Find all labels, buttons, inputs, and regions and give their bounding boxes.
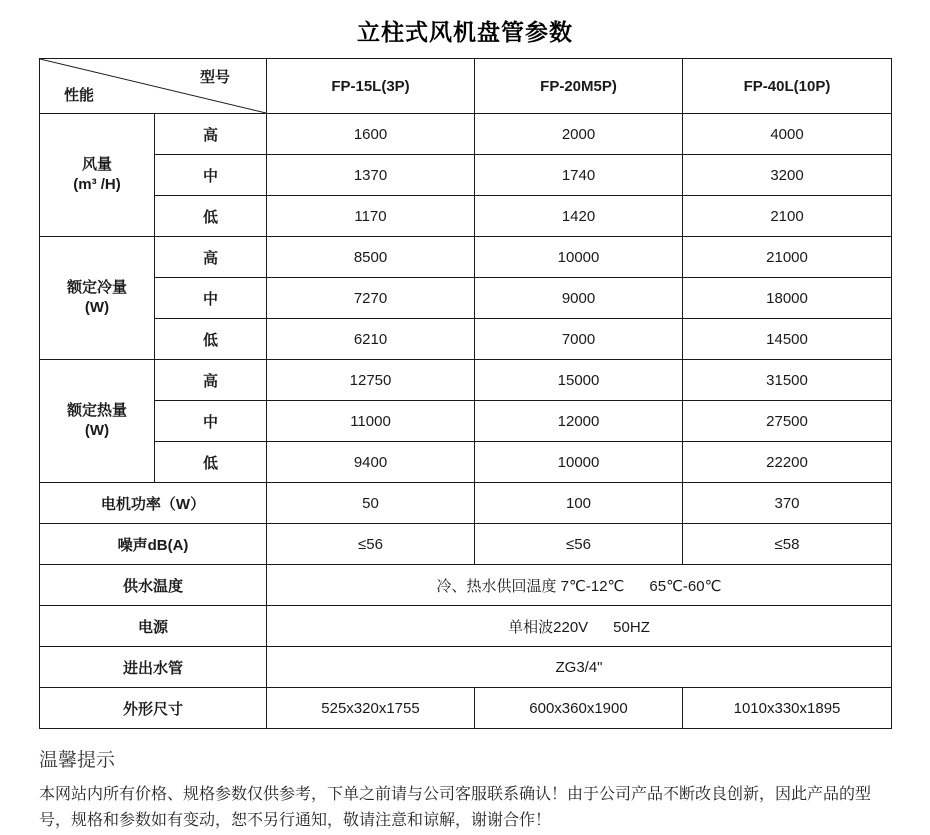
section-label-heating [40,360,155,483]
cell-value: 2000 [475,114,683,155]
section-name: 额定热量 [66,401,127,419]
table-row [40,524,892,565]
footer-heading: 温馨提示 [39,750,116,771]
section-name: 风量 [81,155,112,173]
cell-value: 15000 [475,360,683,401]
cell-value: 12000 [475,401,683,442]
cell-value: 50 [267,483,475,524]
cell-value: 3200 [683,155,892,196]
cell-value: 10000 [475,442,683,483]
section-name: 额定冷量 [66,278,127,296]
model-header-fp20m: FP-20M5P) [475,59,683,114]
cell-value: 9000 [475,278,683,319]
header-row [40,59,892,114]
level-label: 低 [155,319,267,360]
row-label-water-temp: 供水温度 [40,565,267,606]
cell-value: 1600 [267,114,475,155]
cell-value: 1170 [267,196,475,237]
footer-note [39,745,895,835]
table-row [40,401,892,442]
table-row [40,278,892,319]
cell-value: 1370 [267,155,475,196]
table-row [40,114,892,155]
section-unit: (W) [84,422,110,439]
section-label-cooling [40,237,155,360]
level-label: 中 [155,155,267,196]
cell-value: ≤56 [475,524,683,565]
section-unit: (m³ /H) [73,176,121,193]
cell-value: 100 [475,483,683,524]
cell-value: 6210 [267,319,475,360]
cell-value: 14500 [683,319,892,360]
row-label-water-pipe: 进出水管 [40,647,267,688]
table-row [40,237,892,278]
cell-value: 11000 [267,401,475,442]
table-row [40,196,892,237]
row-label-power-supply: 电源 [40,606,267,647]
level-label: 低 [155,442,267,483]
corner-model-label: 型号 [199,69,230,86]
cell-value: 1740 [475,155,683,196]
cell-value: 27500 [683,401,892,442]
row-label-dimensions: 外形尺寸 [40,688,267,729]
cell-span-value: ZG3/4" [267,647,892,688]
level-label: 高 [155,360,267,401]
level-label: 中 [155,401,267,442]
cell-value: 7270 [267,278,475,319]
cell-value: 8500 [267,237,475,278]
corner-performance-label: 性能 [64,87,95,104]
cell-value: ≤58 [683,524,892,565]
cell-value: 1420 [475,196,683,237]
level-label: 低 [155,196,267,237]
cell-value: 1010x330x1895 [683,688,892,729]
table-row [40,442,892,483]
cell-value: 22200 [683,442,892,483]
section-unit: (W) [84,299,110,316]
model-header-fp40l: FP-40L(10P) [683,59,892,114]
level-label: 高 [155,237,267,278]
table-row [40,319,892,360]
cell-value: 600x360x1900 [475,688,683,729]
cell-value: 31500 [683,360,892,401]
level-label: 高 [155,114,267,155]
cell-value: 9400 [267,442,475,483]
level-label: 中 [155,278,267,319]
cell-span-value: 单相波220V 50HZ [267,606,892,647]
row-label-noise: 噪声dB(A) [40,524,267,565]
spec-table [39,58,892,729]
cell-value: 12750 [267,360,475,401]
cell-span-value: 冷、热水供回温度 7℃-12℃ 65℃-60℃ [267,565,892,606]
footer-body: 本网站内所有价格、规格参数仅供参考，下单之前请与公司客服联系确认！由于公司产品不断改良创新，因此产品的型号，规格和参数如有变动，恕不另行通知，敬请注意和谅解，谢谢合作！ [39,786,872,830]
row-label-motor-power: 电机功率（W） [40,483,267,524]
cell-value: 21000 [683,237,892,278]
corner-cell [40,59,267,114]
cell-value: ≤56 [267,524,475,565]
cell-value: 370 [683,483,892,524]
page-title: 立柱式风机盘管参数 [357,19,573,45]
model-header-fp15l: FP-15L(3P) [267,59,475,114]
table-row [40,483,892,524]
table-row [40,688,892,729]
cell-value: 2100 [683,196,892,237]
cell-value: 18000 [683,278,892,319]
table-row [40,155,892,196]
table-row [40,565,892,606]
table-row [40,606,892,647]
cell-value: 7000 [475,319,683,360]
section-label-airflow [40,114,155,237]
cell-value: 10000 [475,237,683,278]
table-row [40,647,892,688]
cell-value: 4000 [683,114,892,155]
cell-value: 525x320x1755 [267,688,475,729]
table-row [40,360,892,401]
